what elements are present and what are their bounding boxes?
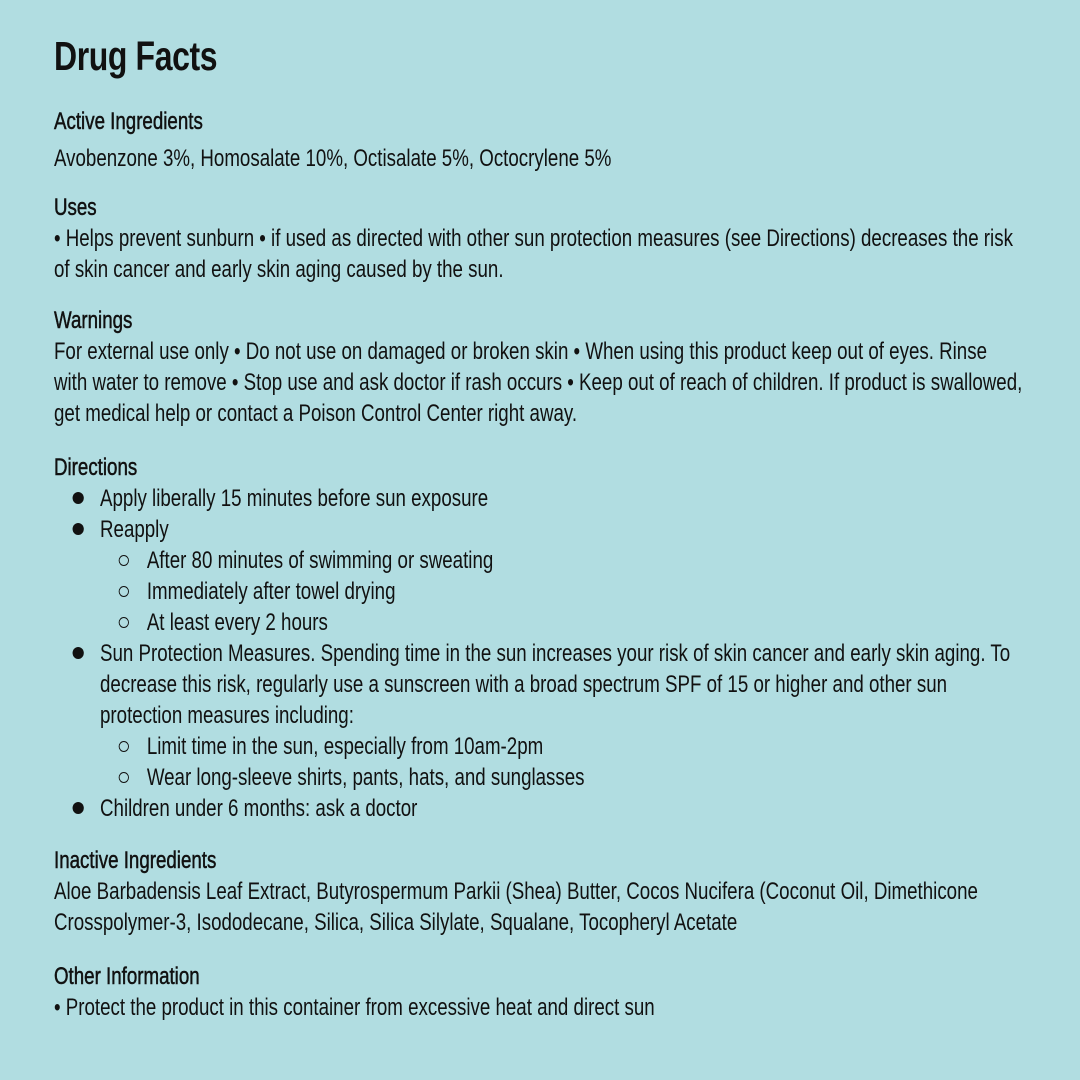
circle-bullet-icon — [119, 741, 129, 752]
inactive-ingredients-section — [54, 845, 1024, 938]
bullet-icon — [73, 523, 84, 535]
sublist-item — [147, 731, 1024, 762]
bullet-icon — [73, 647, 84, 659]
uses-heading: Uses — [54, 194, 97, 221]
other-information-heading: Other Information — [54, 963, 200, 990]
sublist-item-text: Immediately after towel drying — [146, 578, 396, 605]
other-information-section — [54, 961, 1024, 1023]
circle-bullet-icon — [119, 586, 129, 597]
list-item-text: Children under 6 months: ask a doctor — [100, 795, 418, 822]
warnings-heading: Warnings — [54, 307, 133, 334]
sublist-item-text: Limit time in the sun, especially from 10am-2pm — [146, 733, 544, 760]
reapply-sublist — [100, 545, 1024, 638]
active-ingredients-heading: Active Ingredients — [54, 108, 203, 135]
warnings-text: For external use only • Do not use on damaged or broken skin • When using this product keep out of eyes. Rinse with water to remove • Stop use and ask doctor if rash occurs • Keep out of reach of children. If product is swallowed, get medical help or contact a Poison Control Center right away. — [54, 338, 1023, 427]
protection-sublist — [100, 731, 1024, 793]
bullet-icon — [73, 492, 84, 504]
sublist-item — [147, 607, 1024, 638]
circle-bullet-icon — [119, 555, 129, 566]
circle-bullet-icon — [119, 772, 129, 783]
page-title: Drug Facts — [54, 33, 218, 79]
warnings-section — [54, 305, 1024, 429]
sublist-item — [147, 762, 1024, 793]
inactive-ingredients-text: Aloe Barbadensis Leaf Extract, Butyrospermum Parkii (Shea) Butter, Cocos Nucifera (Coconut Oil, Dimethicone Crosspolymer-3, Isododecane, Silica, Silica Silylate, Squalane, Tocopheryl Acetate — [54, 878, 978, 936]
active-ingredients-section — [54, 106, 1024, 174]
list-item — [100, 483, 1024, 514]
directions-section — [54, 452, 1024, 824]
list-item-text: Reapply — [100, 516, 169, 543]
sublist-item-text: Wear long-sleeve shirts, pants, hats, and sunglasses — [146, 764, 585, 791]
sublist-item-text: After 80 minutes of swimming or sweating — [146, 547, 494, 574]
other-information-text: • Protect the product in this container from excessive heat and direct sun — [54, 994, 655, 1021]
directions-heading: Directions — [54, 454, 138, 481]
sublist-item-text: At least every 2 hours — [146, 609, 328, 636]
sublist-item — [147, 545, 1024, 576]
directions-list — [54, 483, 1024, 824]
uses-section — [54, 192, 1024, 285]
uses-text: • Helps prevent sunburn • if used as directed with other sun protection measures (see Directions) decreases the risk of skin cancer and early skin aging caused by the sun. — [54, 225, 1013, 283]
list-item-text: Apply liberally 15 minutes before sun exposure — [100, 485, 489, 512]
sublist-item — [147, 576, 1024, 607]
drug-facts-content — [54, 32, 1024, 1023]
list-item — [100, 638, 1024, 793]
list-item — [100, 793, 1024, 824]
circle-bullet-icon — [119, 617, 129, 628]
inactive-ingredients-heading: Inactive Ingredients — [54, 847, 217, 874]
bullet-icon — [73, 802, 84, 814]
list-item-text: Sun Protection Measures. Spending time in the sun increases your risk of skin cancer and early skin aging. To decrease this risk, regularly use a sunscreen with a broad spectrum SPF of 15 or higher and other sun protection measures including: — [100, 640, 1011, 729]
list-item — [100, 514, 1024, 638]
active-ingredients-text: Avobenzone 3%, Homosalate 10%, Octisalate 5%, Octocrylene 5% — [54, 145, 612, 172]
